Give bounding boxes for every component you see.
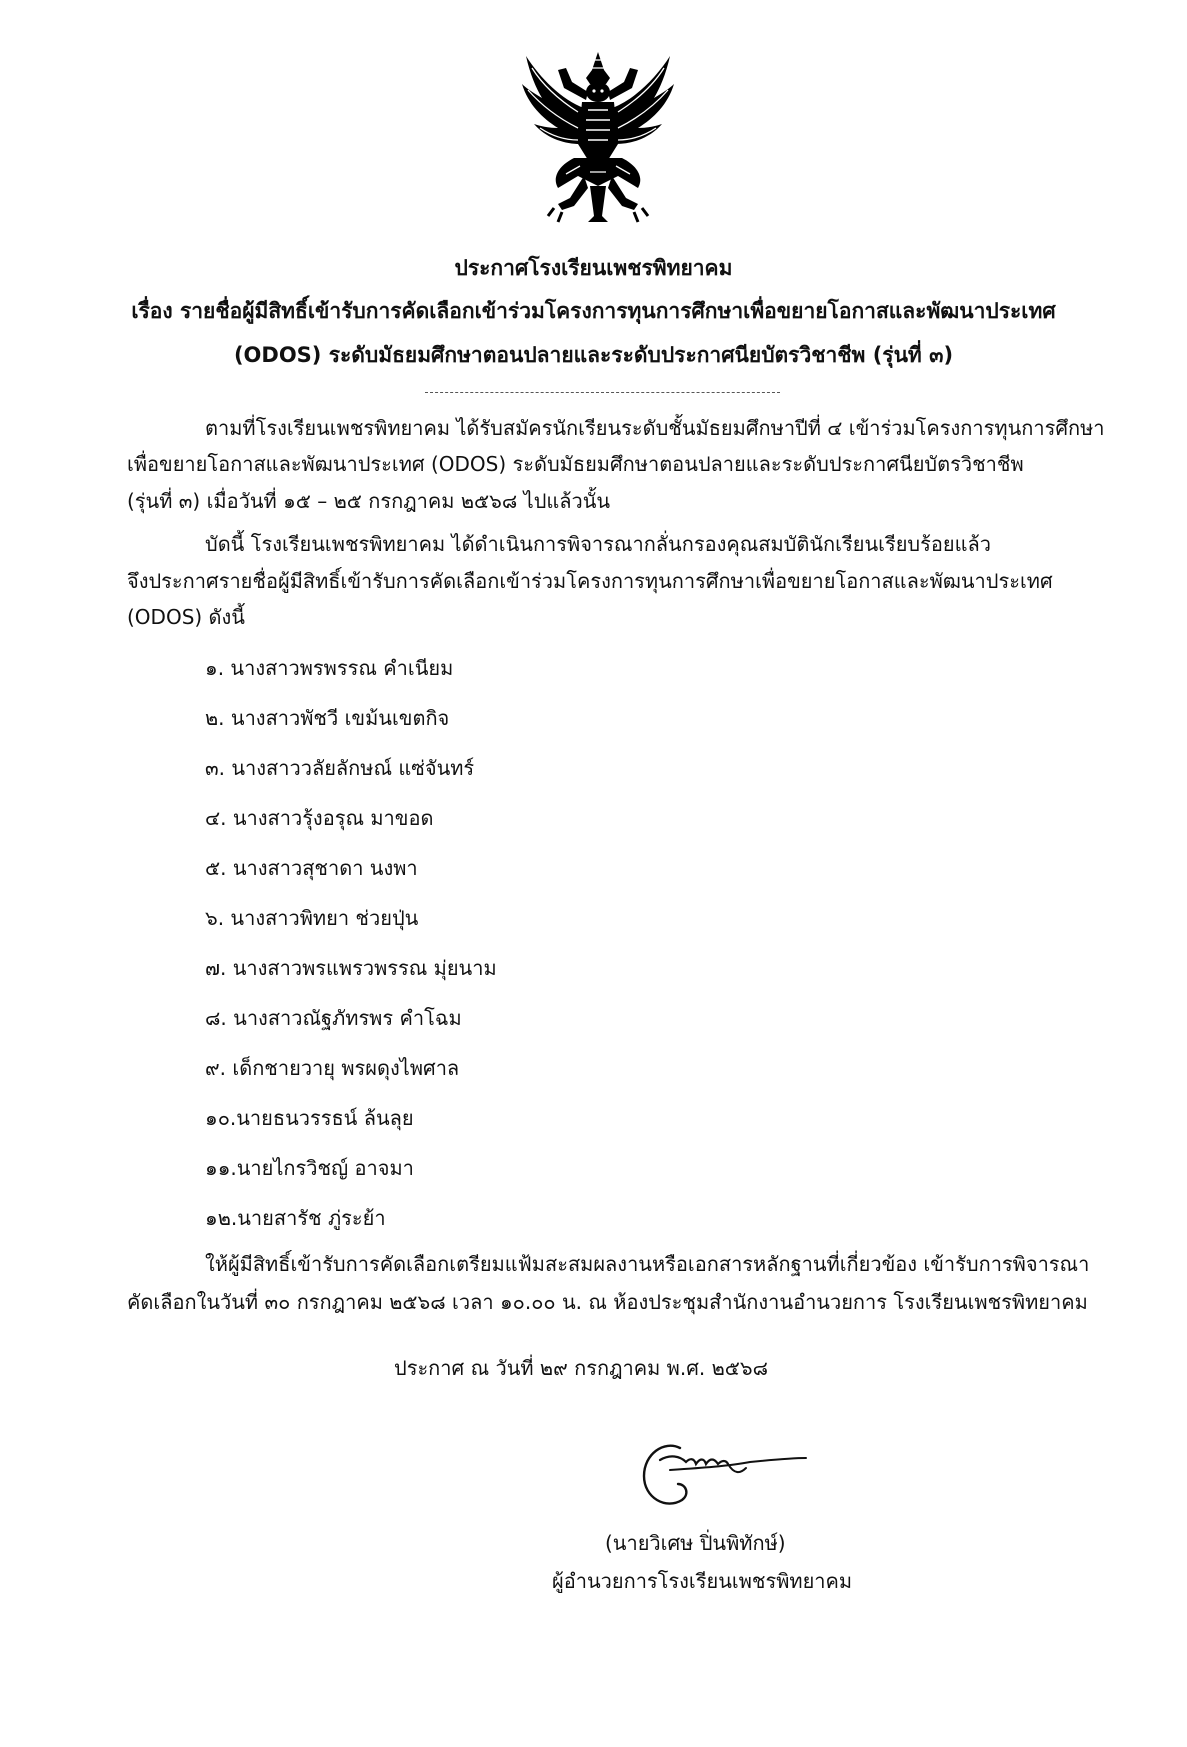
signer-name: (นายวิเศษ ปิ่นพิทักษ์)	[605, 1531, 786, 1555]
paragraph-1-line-3: (รุ่นที่ ๓) เมื่อวันที่ ๑๕ – ๒๕ กรกฎาคม ๒๕๖๘ ไปแล้วนั้น	[127, 489, 611, 513]
handwritten-signature-icon	[630, 1430, 810, 1520]
paragraph-3-line-1: ให้ผู้มีสิทธิ์เข้ารับการคัดเลือกเตรียมแฟ้มสะสมผลงานหรือเอกสารหลักฐานที่เกี่ยวข้อง เข้ารับการพิจารณา	[205, 1252, 1090, 1276]
list-item: ๓. นางสาววลัยลักษณ์ แซ่จันทร์	[205, 756, 475, 780]
announcement-title: ประกาศโรงเรียนเพชรพิทยาคม	[454, 256, 733, 280]
list-item: ๔. นางสาวรุ้งอรุณ มาขอด	[205, 806, 434, 830]
list-item: ๕. นางสาวสุชาดา นงพา	[205, 856, 418, 880]
announcement-subject-continued: (ODOS) ระดับมัธยมศึกษาตอนปลายและระดับประกาศนียบัตรวิชาชีพ (รุ่นที่ ๓)	[233, 343, 954, 367]
list-item: ๙. เด็กชายวายุ พรผดุงไพศาล	[205, 1056, 460, 1080]
paragraph-1-line-2: เพื่อขยายโอกาสและพัฒนาประเทศ (ODOS) ระดับมัธยมศึกษาตอนปลายและระดับประกาศนียบัตรวิชาชีพ	[127, 452, 1024, 476]
title-separator	[425, 392, 780, 393]
list-item: ๑๑.นายไกรวิชญ์ อาจมา	[205, 1156, 414, 1180]
garuda-emblem-icon	[518, 48, 678, 226]
list-item: ๑๐.นายธนวรรธน์ ล้นลุย	[205, 1106, 414, 1130]
list-item: ๑๒.นายสารัช ภู่ระย้า	[205, 1206, 386, 1230]
list-item: ๑. นางสาวพรพรรณ คำเนียม	[205, 656, 454, 680]
paragraph-2-line-1: บัดนี้ โรงเรียนเพชรพิทยาคม ได้ดำเนินการพิจารณากลั่นกรองคุณสมบัตินักเรียนเรียบร้อยแล้ว	[205, 532, 991, 556]
paragraph-3-line-2: คัดเลือกในวันที่ ๓๐ กรกฎาคม ๒๕๖๘ เวลา ๑๐.๐๐ น. ณ ห้องประชุมสำนักงานอำนวยการ โรงเรียนเพชรพิทยาคม	[127, 1290, 1088, 1314]
signer-position: ผู้อำนวยการโรงเรียนเพชรพิทยาคม	[552, 1569, 853, 1593]
announcement-subject: เรื่อง รายชื่อผู้มีสิทธิ์เข้ารับการคัดเลือกเข้าร่วมโครงการทุนการศึกษาเพื่อขยายโอกาสและพัฒนาประเทศ	[131, 299, 1056, 323]
paragraph-1-line-1: ตามที่โรงเรียนเพชรพิทยาคม ได้รับสมัครนักเรียนระดับชั้นมัธยมศึกษาปีที่ ๔ เข้าร่วมโครงการทุนการศึกษา	[205, 416, 1105, 440]
announcement-date: ประกาศ ณ วันที่ ๒๙ กรกฎาคม พ.ศ. ๒๕๖๘	[394, 1356, 769, 1380]
paragraph-2-line-2: จึงประกาศรายชื่อผู้มีสิทธิ์เข้ารับการคัดเลือกเข้าร่วมโครงการทุนการศึกษาเพื่อขยายโอกาสและพัฒนาประเทศ	[127, 569, 1053, 593]
list-item: ๘. นางสาวณัฐภัทรพร คำโฉม	[205, 1006, 462, 1030]
list-item: ๖. นางสาวพิทยา ช่วยปุ่น	[205, 906, 419, 930]
paragraph-2-line-3: (ODOS) ดังนี้	[127, 605, 245, 629]
list-item: ๗. นางสาวพรแพรวพรรณ มุ่ยนาม	[205, 956, 497, 980]
list-item: ๒. นางสาวพัชวี เขม้นเขตกิจ	[205, 706, 450, 730]
